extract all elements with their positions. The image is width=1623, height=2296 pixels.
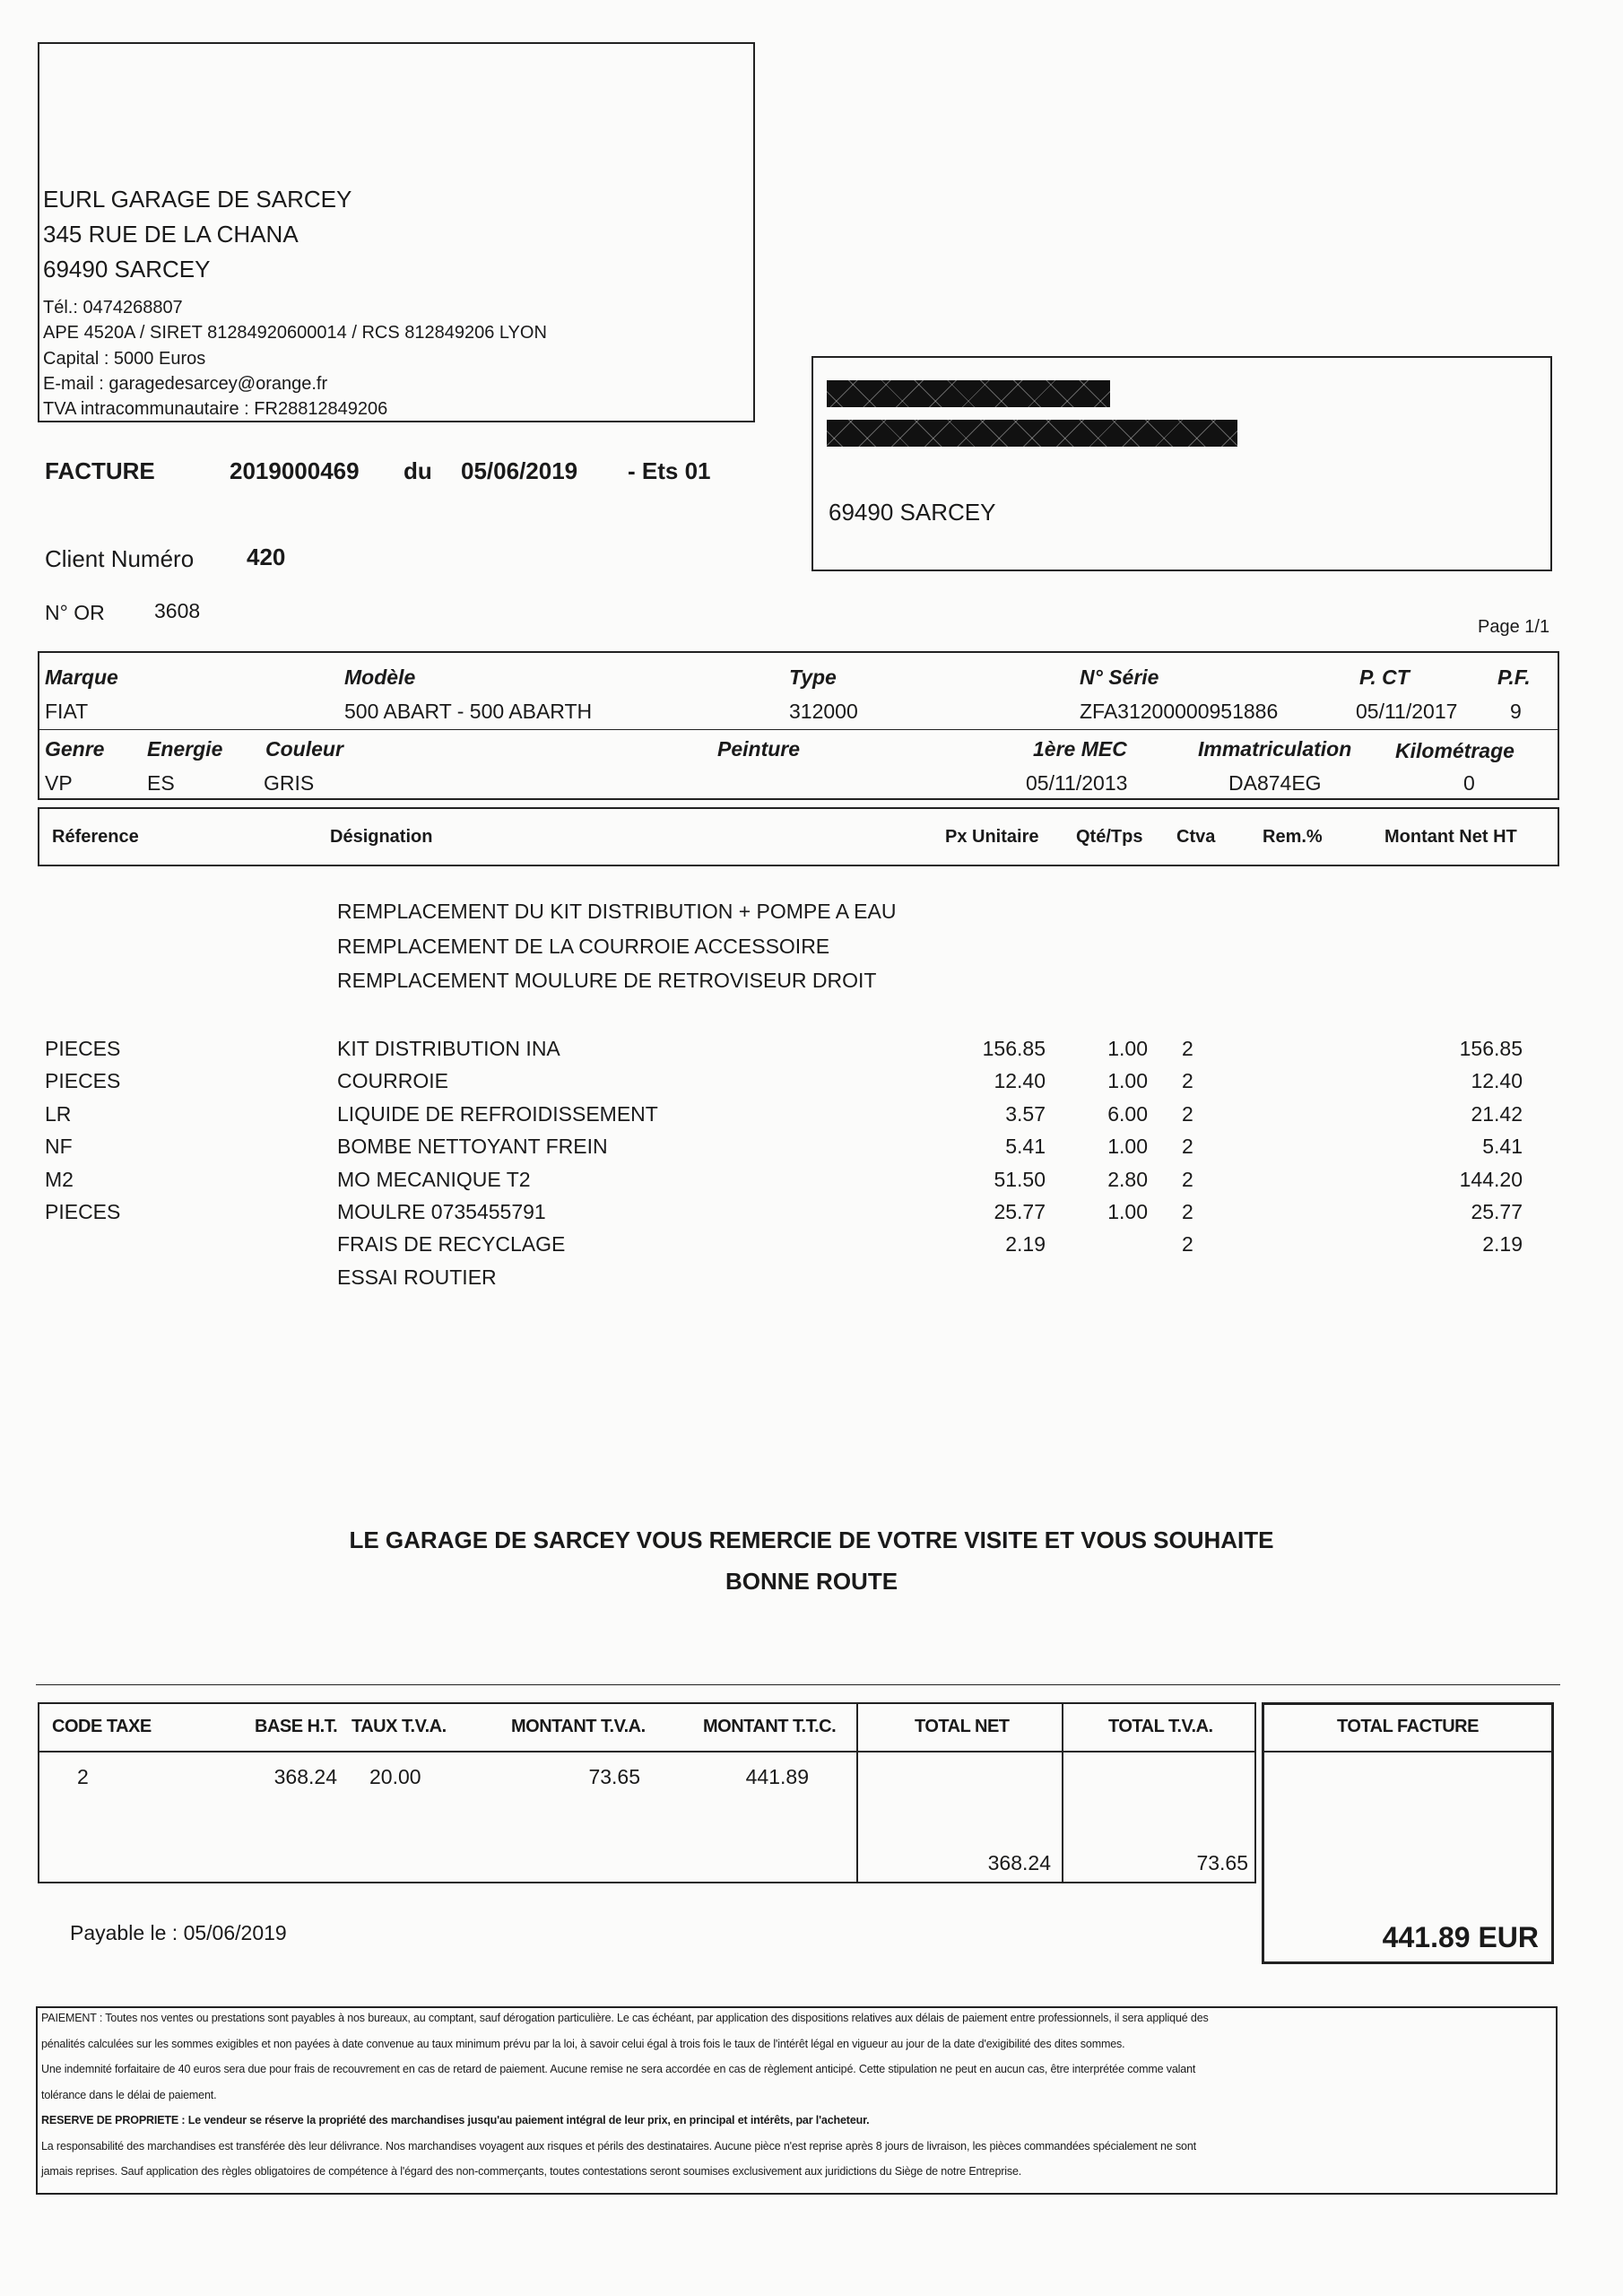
total-facture-divider xyxy=(1262,1751,1554,1752)
line-amount: 156.85 xyxy=(1459,1037,1523,1060)
line-unit-price: 51.50 xyxy=(994,1167,1046,1191)
vehicle-genre: VP xyxy=(45,771,73,795)
total-facture-amount: 441.89 EUR xyxy=(1382,1921,1539,1953)
legal-line: pénalités calculées sur les sommes exigibles et non payées à date convenue au taux minimum prévu par la loi, à savoir celui égal à trois fois le taux de l'intérêt légal en vigueur au jour de la date d'exigibilité des dites sommes. xyxy=(41,2038,1125,2050)
line-designation: MOULRE 0735455791 xyxy=(337,1200,546,1223)
line-tax-code: 2 xyxy=(1182,1069,1193,1093)
vehicle-couleur: GRIS xyxy=(264,771,315,795)
work-description: REMPLACEMENT MOULURE DE RETROVISEUR DROIT xyxy=(337,969,877,992)
line-tax-code: 2 xyxy=(1182,1101,1193,1126)
vehicle-marque: FIAT xyxy=(45,700,89,723)
line-unit-price: 5.41 xyxy=(1005,1135,1046,1159)
company-name: EURL GARAGE DE SARCEY xyxy=(43,186,352,213)
header-rem: Rem.% xyxy=(1263,827,1323,847)
tax-table-divider xyxy=(38,1751,1256,1752)
lines-header-box xyxy=(38,807,1559,866)
line-designation: KIT DISTRIBUTION INA xyxy=(337,1037,560,1060)
legal-line: Une indemnité forfaitaire de 40 euros sera due pour frais de recouvrement en cas de retard de paiement. Aucune remise ne sera accordée en cas de règlement anticipé. Cette stipulation ne peut en aucun cas, être interprétée comme valant xyxy=(41,2063,1196,2075)
vehicle-serie: ZFA31200000951886 xyxy=(1080,700,1279,723)
vehicle-mec: 05/11/2013 xyxy=(1026,771,1128,795)
thanks-line-2: BONNE ROUTE xyxy=(725,1568,898,1595)
vehicle-pct: 05/11/2017 xyxy=(1356,700,1458,723)
header-ctva: Ctva xyxy=(1176,827,1216,847)
vehicle-energie: ES xyxy=(147,771,175,795)
label-couleur: Couleur xyxy=(265,737,343,761)
line-amount: 21.42 xyxy=(1471,1101,1523,1126)
line-tax-code: 2 xyxy=(1182,1200,1193,1223)
company-email: E-mail : garagedesarcey@orange.fr xyxy=(43,374,328,394)
label-immat: Immatriculation xyxy=(1198,737,1352,761)
invoice-number: 2019000469 xyxy=(230,457,360,484)
total-net: 368.24 xyxy=(987,1851,1051,1874)
company-tva: TVA intracommunautaire : FR28812849206 xyxy=(43,399,388,419)
line-designation: BOMBE NETTOYANT FREIN xyxy=(337,1135,608,1159)
line-quantity: 1.00 xyxy=(1107,1200,1148,1223)
header-code-taxe: CODE TAXE xyxy=(52,1717,152,1736)
tax-table-col-sep xyxy=(1062,1702,1063,1883)
header-px: Px Unitaire xyxy=(945,827,1039,847)
tax-table-col-sep xyxy=(856,1702,858,1883)
line-unit-price: 156.85 xyxy=(982,1037,1046,1060)
client-city: 69490 SARCEY xyxy=(829,499,996,526)
line-unit-price: 3.57 xyxy=(1005,1101,1046,1126)
label-km: Kilométrage xyxy=(1395,739,1515,762)
line-quantity: 6.00 xyxy=(1107,1101,1148,1126)
legal-line: PAIEMENT : Toutes nos ventes ou prestations sont payables à nos bureaux, au comptant, sauf dérogation particulière. Le cas échéant, par application des dispositions relatives aux délais de paiement entre professionnels, il sera appliqué des xyxy=(41,2012,1209,2024)
line-amount: 12.40 xyxy=(1471,1069,1523,1093)
line-reference: LR xyxy=(45,1101,72,1126)
vehicle-type: 312000 xyxy=(789,700,858,723)
label-peinture: Peinture xyxy=(717,737,801,761)
invoice-date: 05/06/2019 xyxy=(461,457,578,484)
vehicle-km: 0 xyxy=(1463,771,1475,795)
header-taux-tva: TAUX T.V.A. xyxy=(352,1717,447,1736)
label-pf: P.F. xyxy=(1497,665,1531,689)
legal-line: tolérance dans le délai de paiement. xyxy=(41,2089,217,2101)
header-total-facture: TOTAL FACTURE xyxy=(1337,1717,1479,1736)
header-montant-ttc: MONTANT T.T.C. xyxy=(703,1717,837,1736)
invoice-du: du xyxy=(404,457,432,484)
tax-table xyxy=(38,1702,1256,1883)
legal-line: jamais reprises. Sauf application des règles obligatoires de compétence à l'égard des non-commerçants, toutes contestations seront soumises exclusivement aux juridictions du Siège de notre Entreprise. xyxy=(41,2165,1022,2178)
line-unit-price: 2.19 xyxy=(1005,1232,1046,1257)
header-montant-tva: MONTANT T.V.A. xyxy=(511,1717,646,1736)
line-reference: M2 xyxy=(45,1167,74,1191)
vehicle-divider xyxy=(38,729,1559,730)
line-tax-code: 2 xyxy=(1182,1135,1193,1159)
redacted-client-address xyxy=(827,420,1237,447)
total-tva: 73.65 xyxy=(1196,1851,1248,1874)
tax-base: 368.24 xyxy=(273,1765,337,1788)
line-tax-code: 2 xyxy=(1182,1232,1193,1257)
line-amount: 5.41 xyxy=(1482,1135,1523,1159)
tax-rate: 20.00 xyxy=(369,1765,421,1788)
tax-code: 2 xyxy=(77,1765,89,1788)
separator-line xyxy=(36,1684,1560,1685)
invoice-ets: - Ets 01 xyxy=(628,457,711,484)
vehicle-pf: 9 xyxy=(1510,700,1522,723)
label-energie: Energie xyxy=(147,737,223,761)
company-ids: APE 4520A / SIRET 81284920600014 / RCS 812849206 LYON xyxy=(43,323,547,343)
label-type: Type xyxy=(789,665,837,689)
tax-amount: 73.65 xyxy=(588,1765,640,1788)
work-description: REMPLACEMENT DE LA COURROIE ACCESSOIRE xyxy=(337,935,830,958)
line-quantity: 1.00 xyxy=(1107,1037,1148,1060)
line-reference: PIECES xyxy=(45,1069,121,1093)
line-unit-price: 25.77 xyxy=(994,1200,1046,1223)
header-total-tva: TOTAL T.V.A. xyxy=(1108,1717,1213,1736)
header-reference: Réference xyxy=(52,827,139,847)
label-pct: P. CT xyxy=(1359,665,1410,689)
page-number: Page 1/1 xyxy=(1478,617,1550,637)
legal-line: La responsabilité des marchandises est transférée dès leur délivrance. Nos marchandises voyagent aux risques et périls des destinataires. Aucune pièce n'est reprise après 8 jours de livraison, les pièces commandées spécialement ne sont xyxy=(41,2140,1196,2152)
redacted-client-name xyxy=(827,380,1110,407)
line-tax-code: 2 xyxy=(1182,1037,1193,1060)
label-marque: Marque xyxy=(45,665,118,689)
company-phone: Tél.: 0474268807 xyxy=(43,298,183,317)
header-designation: Désignation xyxy=(330,827,433,847)
line-designation: FRAIS DE RECYCLAGE xyxy=(337,1232,566,1257)
company-capital: Capital : 5000 Euros xyxy=(43,349,206,369)
line-designation: LIQUIDE DE REFROIDISSEMENT xyxy=(337,1101,658,1126)
payable-date: Payable le : 05/06/2019 xyxy=(70,1921,287,1944)
label-serie: N° Série xyxy=(1080,665,1159,689)
line-designation: ESSAI ROUTIER xyxy=(337,1265,497,1289)
line-designation: COURROIE xyxy=(337,1069,448,1093)
line-reference: NF xyxy=(45,1135,73,1159)
line-quantity: 1.00 xyxy=(1107,1069,1148,1093)
thanks-line-1: LE GARAGE DE SARCEY VOUS REMERCIE DE VOTRE VISITE ET VOUS SOUHAITE xyxy=(349,1526,1274,1553)
label-genre: Genre xyxy=(45,737,105,761)
vehicle-immat: DA874EG xyxy=(1228,771,1322,795)
label-modele: Modèle xyxy=(344,665,416,689)
header-total-net: TOTAL NET xyxy=(915,1717,1010,1736)
legal-line: RESERVE DE PROPRIETE : Le vendeur se réserve la propriété des marchandises jusqu'au paiement intégral de leur prix, en principal et intérêts, par l'acheteur. xyxy=(41,2114,870,2126)
header-qte: Qté/Tps xyxy=(1076,827,1143,847)
work-description: REMPLACEMENT DU KIT DISTRIBUTION + POMPE A EAU xyxy=(337,900,897,923)
vehicle-modele: 500 ABART - 500 ABARTH xyxy=(344,700,593,723)
line-reference: PIECES xyxy=(45,1200,121,1223)
header-montant: Montant Net HT xyxy=(1384,827,1517,847)
line-amount: 2.19 xyxy=(1482,1232,1523,1257)
line-designation: MO MECANIQUE T2 xyxy=(337,1167,531,1191)
header-base-ht: BASE H.T. xyxy=(255,1717,338,1736)
line-amount: 25.77 xyxy=(1471,1200,1523,1223)
line-quantity: 2.80 xyxy=(1107,1167,1148,1191)
client-number-label: Client Numéro xyxy=(45,545,195,572)
client-number: 420 xyxy=(247,544,286,570)
company-address: 345 RUE DE LA CHANA xyxy=(43,221,299,248)
tax-ttc: 441.89 xyxy=(745,1765,809,1788)
line-tax-code: 2 xyxy=(1182,1167,1193,1191)
line-amount: 144.20 xyxy=(1459,1167,1523,1191)
line-unit-price: 12.40 xyxy=(994,1069,1046,1093)
label-mec: 1ère MEC xyxy=(1033,737,1127,761)
or-number: 3608 xyxy=(154,599,201,622)
line-reference: PIECES xyxy=(45,1037,121,1060)
company-city: 69490 SARCEY xyxy=(43,256,211,283)
line-quantity: 1.00 xyxy=(1107,1135,1148,1159)
invoice-label: FACTURE xyxy=(45,457,155,484)
or-label: N° OR xyxy=(45,601,105,624)
